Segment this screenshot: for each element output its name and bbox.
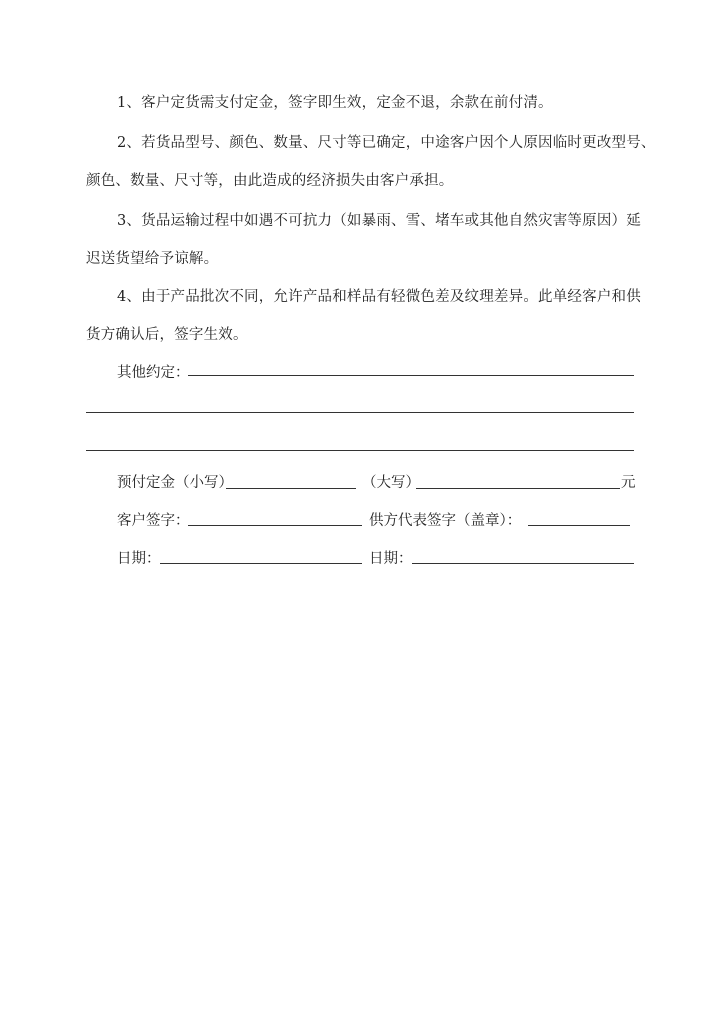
other-agreement-label: 其他约定：	[117, 365, 190, 381]
clause-3-line-1: 3、货品运输过程中如遇不可抗力（如暴雨、雪、堵车或其他自然灾害等原因）延	[117, 213, 641, 229]
customer-signature-field[interactable]	[188, 525, 362, 526]
supplier-date-label: 日期：	[369, 551, 413, 567]
supplier-signature-field[interactable]	[528, 525, 630, 526]
supplier-date-field[interactable]	[412, 563, 634, 564]
clause-2-line-2: 颜色、数量、尺寸等，由此造成的经济损失由客户承担。	[86, 173, 454, 189]
deposit-big-field[interactable]	[416, 488, 620, 489]
customer-date-label: 日期：	[117, 551, 161, 567]
clause-2-line-1: 2、若货品型号、颜色、数量、尺寸等已确定，中途客户因个人原因临时更改型号、	[117, 135, 656, 151]
deposit-small-label: 预付定金（小写）	[117, 475, 233, 491]
deposit-small-field[interactable]	[226, 488, 356, 489]
deposit-unit: 元	[621, 475, 636, 491]
supplier-signature-label: 供方代表签字（盖章）：	[369, 513, 522, 529]
other-agreement-line-2[interactable]	[86, 412, 634, 413]
other-agreement-line-1[interactable]	[188, 375, 634, 376]
clause-4-line-2: 货方确认后，签字生效。	[86, 327, 248, 343]
clause-1-line-1: 1、客户定货需支付定金，签字即生效，定金不退，余款在前付清。	[117, 95, 553, 111]
customer-date-field[interactable]	[160, 563, 362, 564]
deposit-big-label: （大写）	[362, 475, 420, 491]
customer-signature-label: 客户签字：	[117, 513, 190, 529]
clause-4-line-1: 4、由于产品批次不同，允许产品和样品有轻微色差及纹理差异。此单经客户和供	[117, 289, 641, 305]
other-agreement-line-3[interactable]	[86, 450, 634, 451]
clause-3-line-2: 迟送货望给予谅解。	[86, 251, 219, 267]
